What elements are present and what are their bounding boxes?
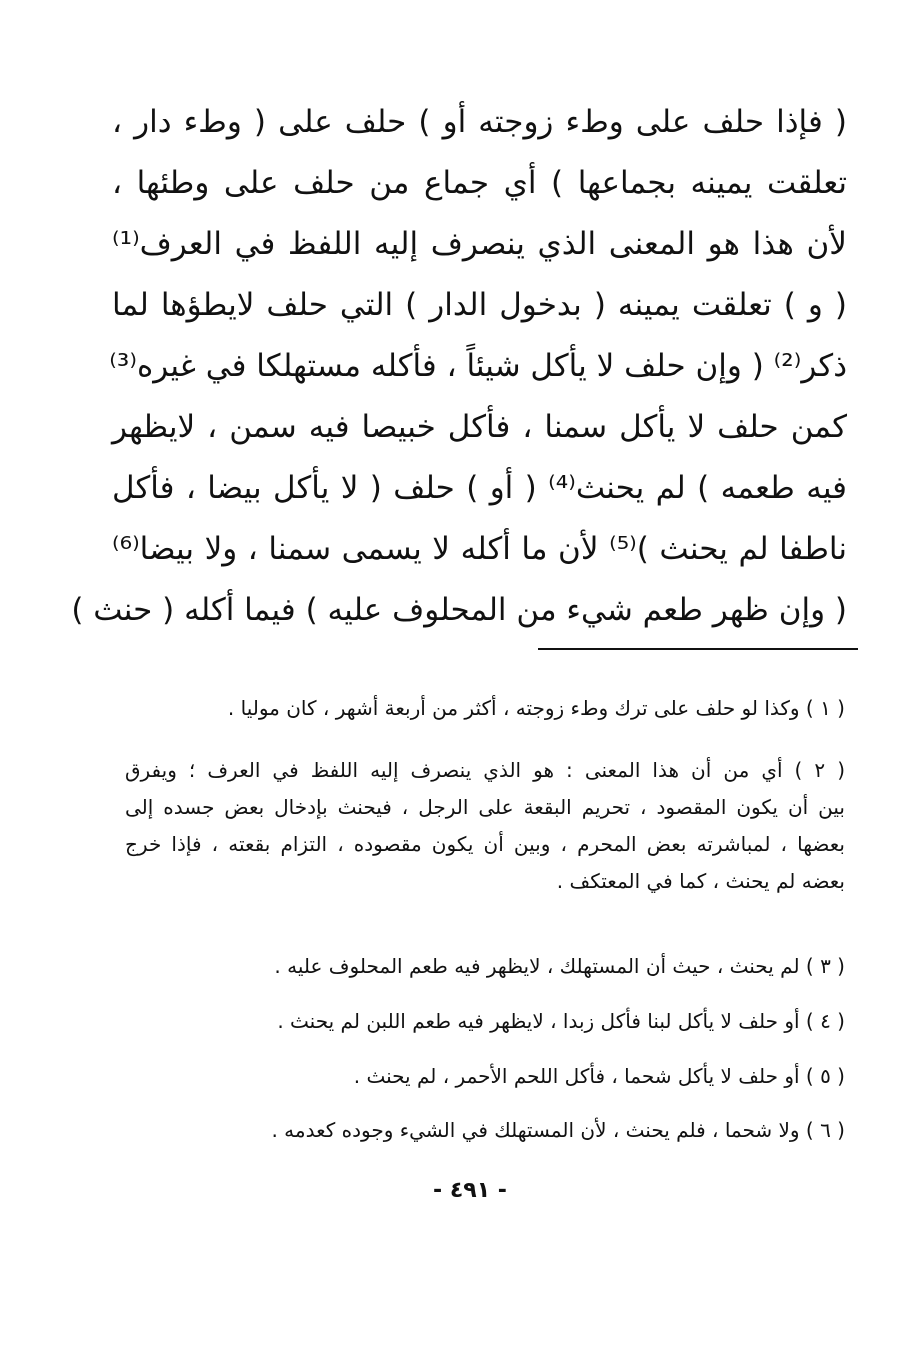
footnote-3: [125, 948, 845, 985]
main-text-line: ناطفا لم يحنث )⁽⁵⁾ لأن ما أكله لا يسمى سمنا ، ولا بيضا⁽⁶⁾: [112, 531, 847, 567]
footnote-2: [125, 752, 845, 900]
footnote-6: [125, 1112, 845, 1149]
main-text-line: كمن حلف لا يأكل سمنا ، فأكل خبيصا فيه سمن ، لايظهر: [112, 409, 847, 445]
footnote-line: ( ٣ ) لم يحنث ، حيث أن المستهلك ، لايظهر فيه طعم المحلوف عليه .: [274, 954, 845, 978]
footnote-line: بعضه لم يحنث ، كما في المعتكف .: [556, 869, 845, 893]
footnote-line: ( ١ ) وكذا لو حلف على ترك وطء زوجته ، أكثر من أربعة أشهر ، كان موليا .: [227, 696, 845, 720]
footnote-1: [125, 690, 845, 727]
footnote-line: ( ٥ ) أو حلف لا يأكل شحما ، فأكل اللحم الأحمر ، لم يحنث .: [353, 1064, 845, 1088]
footnote-separator: [538, 648, 858, 650]
footnote-line: ( ٦ ) ولا شحما ، فلم يحنث ، لأن المستهلك في الشيء وجوده كعدمه .: [271, 1118, 845, 1142]
page-number: - ٤٩١ -: [433, 1178, 507, 1203]
main-text-line: ( و ) تعلقت يمينه ( بدخول الدار ) التي حلف لايطؤها لما: [112, 287, 847, 323]
footnote-line: بعضها ، لمباشرته بعض المحرم ، وبين أن يكون مقصوده ، التزام بقعته ، فإذا خرج: [125, 832, 845, 856]
footnote-line: بين أن يكون المقصود ، تحريم البقعة على الرجل ، فيحنث بإدخال بعض جسده إلى: [125, 795, 845, 819]
main-text-line: ذكر⁽²⁾ ( وإن حلف لا يأكل شيئاً ، فأكله مستهلكا في غيره⁽³⁾: [109, 348, 847, 384]
main-text-line: لأن هذا هو المعنى الذي ينصرف إليه اللفظ في العرف⁽¹⁾: [112, 226, 847, 262]
main-text-line: تعلقت يمينه بجماعها ) أي جماع من حلف على وطئها ،: [112, 165, 847, 201]
main-text-line: فيه طعمه ) لم يحنث⁽⁴⁾ ( أو ) حلف ( لا يأكل بيضا ، فأكل: [112, 470, 847, 506]
main-text-block: [71, 92, 847, 641]
main-text-line: ( فإذا حلف على وطء زوجته أو ) حلف على ( وطء دار ،: [112, 104, 847, 140]
footnote-4: [125, 1003, 845, 1040]
main-text-line: ( وإن ظهر طعم شيء من المحلوف عليه ) فيما أكله ( حنث ): [71, 592, 847, 628]
footnote-line: ( ٢ ) أي من أن هذا المعنى : هو الذي ينصرف إليه اللفظ في العرف ؛ ويفرق: [125, 758, 845, 782]
footnote-line: ( ٤ ) أو حلف لا يأكل لبنا فأكل زبدا ، لايظهر فيه طعم اللبن لم يحنث .: [277, 1009, 845, 1033]
footnote-5: [125, 1058, 845, 1095]
